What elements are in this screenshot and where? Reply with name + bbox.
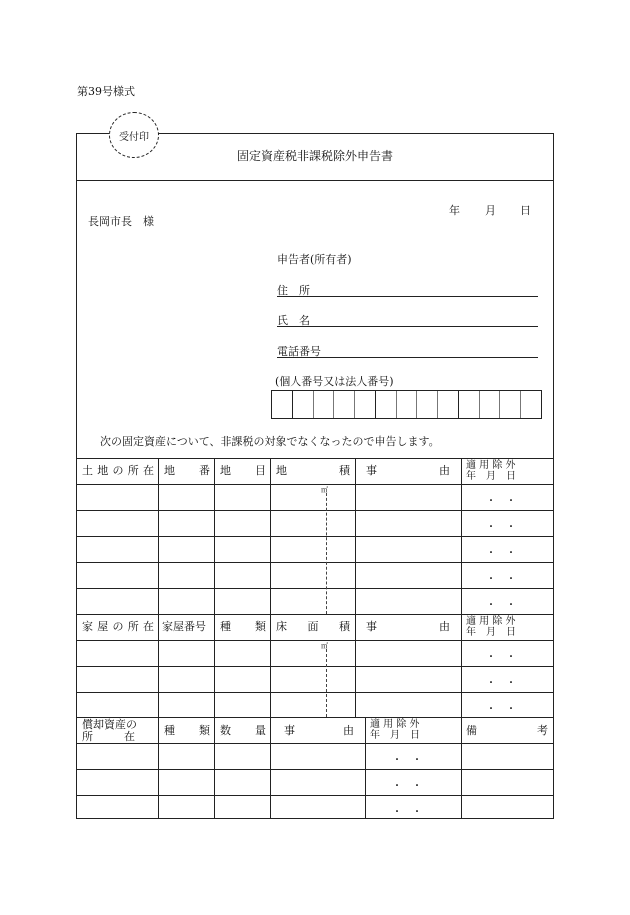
depreciable-row-date[interactable]: ・ ・ (392, 807, 422, 818)
date-month[interactable]: 月 (485, 204, 496, 217)
land-row-date[interactable]: ・ ・ (486, 496, 516, 507)
id-number-label: (個人番号又は法人番号) (275, 375, 394, 388)
id-digit-box[interactable] (272, 391, 293, 418)
land-row-date[interactable]: ・ ・ (486, 548, 516, 559)
house-floor-area-header: 床 面 積 (276, 620, 350, 633)
name-field[interactable] (277, 326, 538, 327)
name-label: 氏 名 (277, 314, 310, 327)
house-exclusion-date-header: 適 用 除 外 (466, 616, 516, 627)
stamp-label: 受付印 (119, 132, 149, 143)
id-digit-box[interactable] (355, 391, 376, 418)
depreciable-reason-header: 事 由 (284, 724, 354, 737)
depreciable-location-header: 償却資産の (82, 718, 137, 731)
land-row-date[interactable]: ・ ・ (486, 522, 516, 533)
house-reason-header: 事 由 (366, 620, 450, 633)
phone-label: 電話番号 (277, 345, 321, 358)
phone-field[interactable] (277, 357, 538, 358)
id-digit-box[interactable] (459, 391, 480, 418)
land-category-header: 地 目 (220, 464, 266, 477)
house-location-header: 家 屋 の 所 在 (82, 620, 154, 633)
address-field[interactable] (277, 296, 538, 297)
title-divider (76, 180, 554, 181)
house-number-header: 家屋番号 (162, 620, 206, 633)
remarks-header: 備 考 (466, 724, 548, 737)
date-day[interactable]: 日 (520, 204, 531, 217)
land-row-date[interactable]: ・ ・ (486, 600, 516, 611)
depreciable-type-header: 種 類 (164, 724, 210, 737)
addressee: 長岡市長 様 (88, 215, 154, 228)
land-row-date[interactable]: ・ ・ (486, 574, 516, 585)
land-reason-header: 事 由 (366, 464, 450, 477)
form-title: 固定資産税非課税除外申告書 (236, 149, 393, 163)
id-digit-box[interactable] (334, 391, 355, 418)
form-number: 第39号様式 (77, 85, 135, 98)
id-digit-box[interactable] (480, 391, 501, 418)
land-exclusion-date-header: 適 用 除 外 (466, 460, 516, 471)
applicant-heading: 申告者(所有者) (277, 253, 352, 266)
house-row-date[interactable]: ・ ・ (486, 678, 516, 689)
id-number-boxes[interactable] (271, 390, 542, 419)
id-digit-box[interactable] (500, 391, 521, 418)
id-digit-box[interactable] (521, 391, 541, 418)
land-location-header: 土 地 の 所 在 (82, 464, 154, 477)
house-row-date[interactable]: ・ ・ (486, 704, 516, 715)
land-area-header: 地 積 (276, 464, 350, 477)
statement: 次の固定資産について、非課税の対象でなくなったので申告します。 (100, 435, 440, 448)
depreciable-quantity-header: 数 量 (220, 724, 266, 737)
id-digit-box[interactable] (293, 391, 314, 418)
address-label: 住 所 (277, 284, 310, 297)
id-digit-box[interactable] (376, 391, 397, 418)
date-year[interactable]: 年 (449, 204, 460, 217)
id-digit-box[interactable] (438, 391, 459, 418)
house-area-unit: ㎡ (321, 642, 328, 650)
area-decimal-divider (326, 649, 327, 717)
house-type-header: 種 類 (220, 620, 266, 633)
area-decimal-divider (326, 493, 327, 614)
depreciable-exclusion-date-header: 適 用 除 外 (370, 719, 420, 730)
id-digit-box[interactable] (314, 391, 335, 418)
land-lot-number-header: 地 番 (164, 464, 210, 477)
id-digit-box[interactable] (417, 391, 438, 418)
id-digit-box[interactable] (397, 391, 418, 418)
depreciable-row-date[interactable]: ・ ・ (392, 781, 422, 792)
house-row-date[interactable]: ・ ・ (486, 652, 516, 663)
table-top-line (76, 458, 554, 459)
depreciable-row-date[interactable]: ・ ・ (392, 755, 422, 766)
land-area-unit: ㎡ (321, 486, 328, 494)
